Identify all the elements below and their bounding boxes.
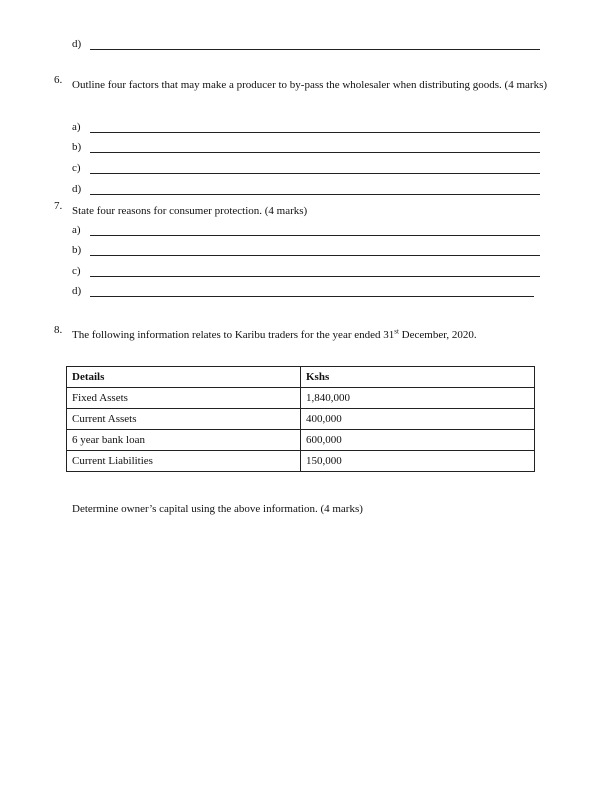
table-row bbox=[67, 430, 535, 451]
q6-answer-line[interactable] bbox=[90, 152, 540, 153]
q5-item-label: d) bbox=[72, 38, 82, 50]
q7-text: State four reasons for consumer protection. (4 marks) bbox=[72, 205, 308, 217]
q7-item-label: a) bbox=[72, 224, 81, 236]
q6-item-label: d) bbox=[72, 183, 82, 195]
table-cell-detail: Current Assets bbox=[67, 409, 301, 430]
q8-intro-after: December, 2020. bbox=[398, 329, 477, 341]
q5-answer-line[interactable] bbox=[90, 49, 540, 50]
q6-text: Outline four factors that may make a producer to by-pass the wholesaler when distributing goods. (4 marks) bbox=[72, 79, 548, 91]
q7-number: 7. bbox=[54, 200, 63, 212]
table-cell-detail: Current Liabilities bbox=[67, 451, 301, 472]
table-row bbox=[67, 451, 535, 472]
q7-item-label: d) bbox=[72, 285, 82, 297]
table-header-row bbox=[67, 367, 535, 388]
q7-item-label: c) bbox=[72, 265, 81, 277]
q8-instruction: Determine owner’s capital using the above information. (4 marks) bbox=[72, 503, 363, 515]
q6-answer-line[interactable] bbox=[90, 173, 540, 174]
balance-table bbox=[66, 366, 535, 472]
q6-item-label: b) bbox=[72, 141, 82, 153]
table-header-kshs: Kshs bbox=[301, 367, 535, 388]
table-cell-detail: 6 year bank loan bbox=[67, 430, 301, 451]
q7-answer-line[interactable] bbox=[90, 255, 540, 256]
q8-intro-sup: st bbox=[394, 327, 399, 336]
q8-intro bbox=[72, 324, 562, 346]
table-row bbox=[67, 409, 535, 430]
table-row bbox=[67, 388, 535, 409]
table-header-details: Details bbox=[67, 367, 301, 388]
q7-answer-line[interactable] bbox=[90, 296, 534, 297]
table-cell-amount: 400,000 bbox=[301, 409, 535, 430]
table-cell-amount: 1,840,000 bbox=[301, 388, 535, 409]
table-cell-detail: Fixed Assets bbox=[67, 388, 301, 409]
q7-answer-line[interactable] bbox=[90, 276, 540, 277]
q8-number: 8. bbox=[54, 324, 63, 336]
q6-item-label: a) bbox=[72, 121, 81, 133]
q7-item-label: b) bbox=[72, 244, 82, 256]
q6-number: 6. bbox=[54, 74, 63, 86]
q6-answer-line[interactable] bbox=[90, 132, 540, 133]
table-cell-amount: 150,000 bbox=[301, 451, 535, 472]
q6-answer-line[interactable] bbox=[90, 194, 540, 195]
q7-answer-line[interactable] bbox=[90, 235, 540, 236]
table-cell-amount: 600,000 bbox=[301, 430, 535, 451]
q6-item-label: c) bbox=[72, 162, 81, 174]
q8-intro-before: The following information relates to Karibu traders for the year ended 31 bbox=[72, 329, 395, 341]
